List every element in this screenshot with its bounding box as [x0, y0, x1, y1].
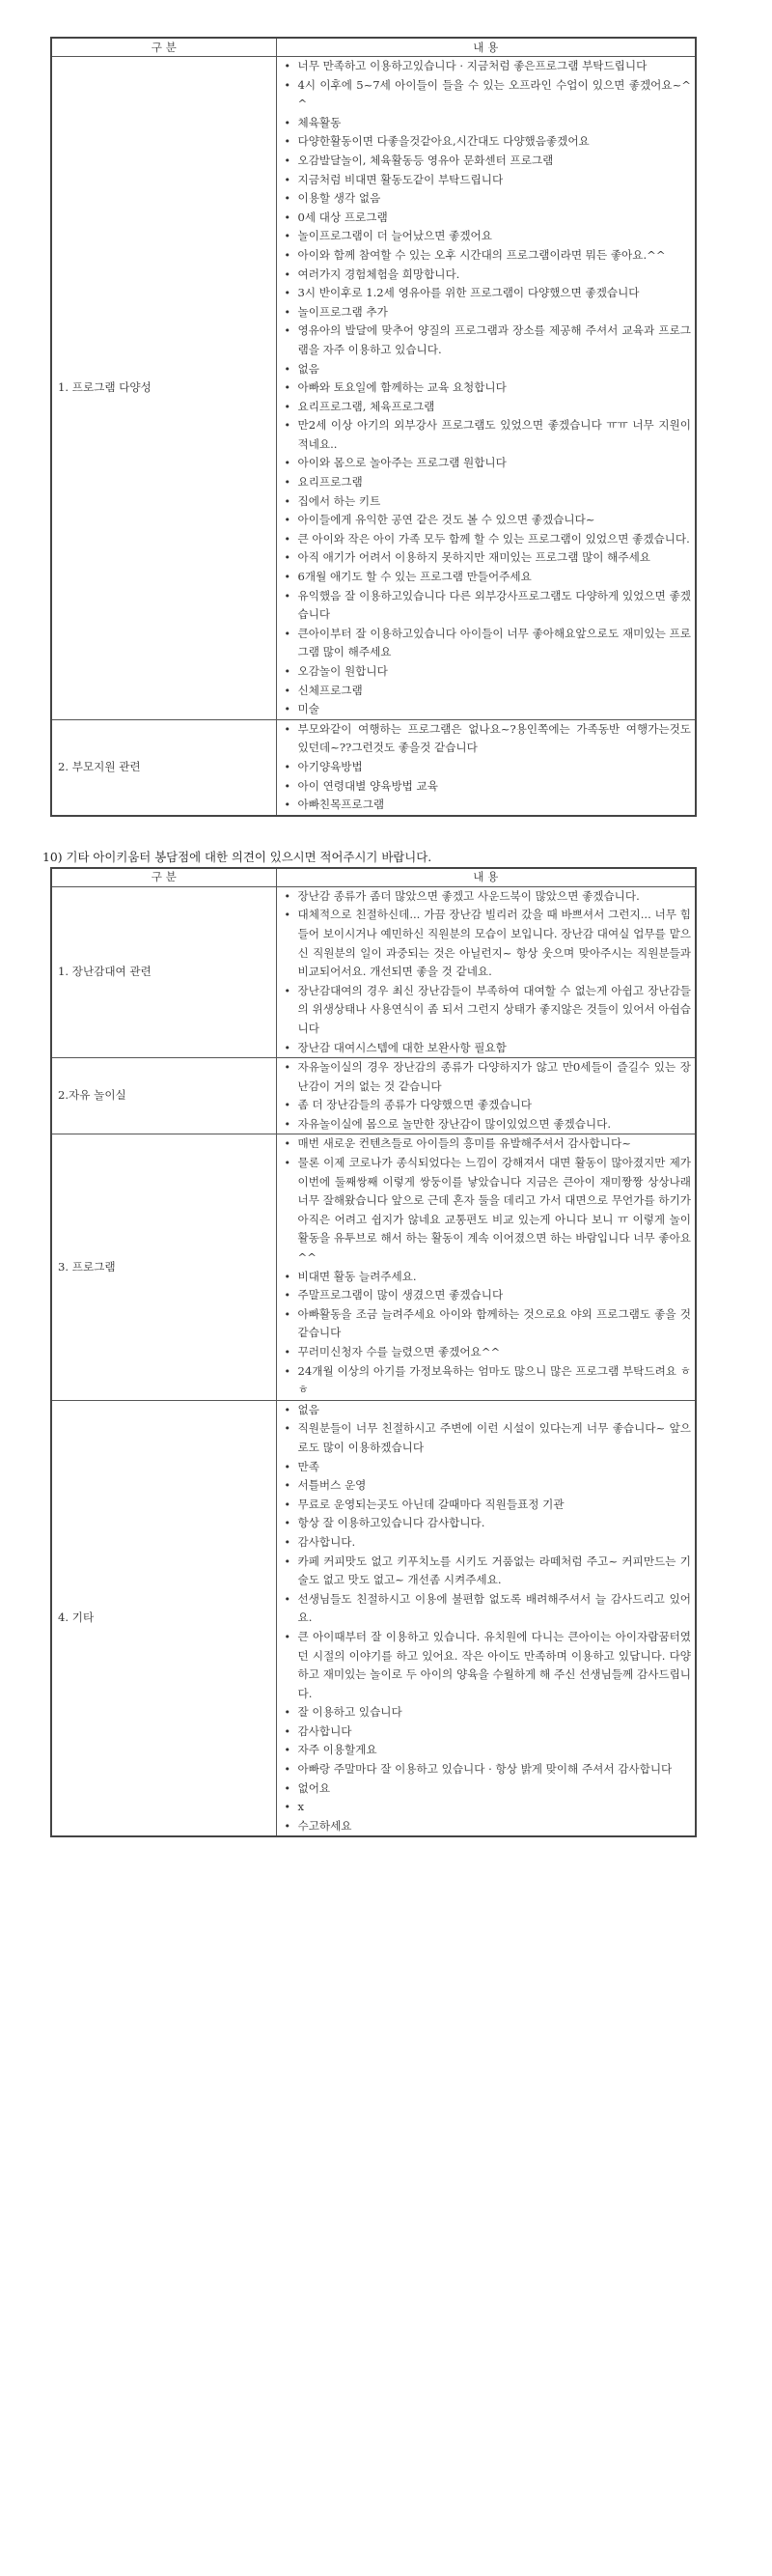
opinion-list: [283, 720, 692, 815]
list-item: • 없어요: [283, 1779, 692, 1799]
row-category: 2. 부모지원 관련: [51, 719, 276, 815]
list-item: • 아이들에게 유익한 공연 같은 것도 볼 수 있으면 좋겠습니다~: [283, 511, 692, 530]
row-content: [276, 886, 696, 1057]
table-header-row: [51, 38, 696, 57]
list-item: • 대체적으로 친절하신데... 가끔 장난감 빌리러 갔을 때 바쁘셔서 그런지... 너무 힘들어 보이시거나 예민하신 직원분의 모습이 보입니다. 장난감 대여실 업무를 맡으신 직원분의 일이 과중되는 것은 아닐런지~ 항상 웃으며 맞아주시는 직원분들과 비교되어서요. 개선되면 좋을 것 같네요.: [283, 906, 692, 981]
header-category: 구 분: [51, 868, 276, 887]
list-item: • 카페 커피맛도 없고 키푸치노를 시키도 거품없는 라떼처럼 주고~ 커피만드는 기술도 없고 맛도 없고~ 개선좀 시켜주세요.: [283, 1553, 692, 1590]
list-item: • 항상 잘 이용하고있습니다 감사합니다.: [283, 1514, 692, 1533]
list-item: • 너무 만족하고 이용하고있습니다 · 지금처럼 좋은프로그램 부탁드립니다: [283, 57, 692, 76]
list-item: • 주말프로그램이 많이 생겼으면 좋겠습니다: [283, 1286, 692, 1305]
list-item: • 놀이프로그램이 더 늘어났으면 좋겠어요: [283, 227, 692, 246]
list-item: • 직원분들이 너무 친절하시고 주변에 이런 시설이 있다는게 너무 좋습니다~ 앞으로도 많이 이용하겠습니다: [283, 1419, 692, 1457]
list-item: • 잘 이용하고 있습니다: [283, 1703, 692, 1722]
list-item: • 없음: [283, 360, 692, 379]
list-item: • 아이와 함께 참여할 수 있는 오후 시간대의 프로그램이라면 뭐든 좋아요.^^: [283, 246, 692, 266]
other-opinion-table: [50, 867, 697, 1838]
list-item: • 선생님들도 친절하시고 이용에 불편함 없도록 배려해주셔서 늘 감사드리고 있어요.: [283, 1590, 692, 1628]
list-item: • 유익했음 잘 이용하고있습니다 다른 외부강사프로그램도 다양하게 있었으면 좋겠습니다: [283, 587, 692, 625]
row-content: [276, 719, 696, 815]
row-category: 1. 프로그램 다양성: [51, 57, 276, 720]
opinion-list: [283, 887, 692, 1057]
row-content: [276, 1134, 696, 1400]
list-item: • 없음: [283, 1401, 692, 1420]
list-item: • 자주 이용할게요: [283, 1741, 692, 1760]
row-category: 3. 프로그램: [51, 1134, 276, 1400]
list-item: • 아이와 몸으로 놀아주는 프로그램 원합니다: [283, 454, 692, 473]
list-item: • 여러가지 경험체험을 희망합니다.: [283, 266, 692, 285]
list-item: • 비대면 활동 늘려주세요.: [283, 1268, 692, 1287]
opinion-list: [283, 1058, 692, 1134]
list-item: • 0세 대상 프로그램: [283, 209, 692, 228]
list-item: • 좀 더 장난감들의 종류가 다양했으면 좋겠습니다: [283, 1096, 692, 1115]
list-item: • 아빠랑 주말마다 잘 이용하고 있습니다 · 항상 밝게 맞이해 주셔서 감사합니다: [283, 1760, 692, 1779]
row-category: 4. 기타: [51, 1400, 276, 1836]
header-content: 내 용: [276, 38, 696, 57]
list-item: • 부모와같이 여행하는 프로그램은 없나요~?용인쪽에는 가족동반 여행가는것도 있던데~??그런것도 좋을것 같습니다: [283, 720, 692, 758]
list-item: • 체육활동: [283, 114, 692, 133]
list-item: • 아빠와 토요일에 함께하는 교육 요청합니다: [283, 378, 692, 398]
opinion-list: [283, 1134, 692, 1399]
header-category: 구 분: [51, 38, 276, 57]
list-item: • 큰아이부터 잘 이용하고있습니다 아이들이 너무 좋아해요앞으로도 재미있는 프로그램 많이 해주세요: [283, 625, 692, 662]
list-item: • 요리프로그램: [283, 473, 692, 492]
list-item: • 만2세 이상 아기의 외부강사 프로그램도 있었으면 좋겠습니다 ㅠㅠ 너무 지원이 적네요..: [283, 416, 692, 454]
row-category: 1. 장난감대여 관련: [51, 886, 276, 1057]
list-item: • 지금처럼 비대면 활동도같이 부탁드립니다: [283, 171, 692, 190]
list-item: • 24개월 이상의 아기를 가정보육하는 엄마도 많으니 많은 프로그램 부탁드려요 ㅎㅎ: [283, 1362, 692, 1400]
list-item: • 아빠친목프로그램: [283, 796, 692, 815]
list-item: • 수고하세요: [283, 1817, 692, 1836]
list-item: • 큰 아이때부터 잘 이용하고 있습니다. 유치원에 다니는 큰아이는 아이자람꿈터였던 시절의 이야기를 하고 있어요. 작은 아이도 만족하며 이용하고 있답니다. 다양하고 재미있는 놀이로 두 아이의 양육을 수월하게 해 주신 선생님들께 감사드립니다.: [283, 1628, 692, 1703]
list-item: • x: [283, 1798, 692, 1817]
list-item: • 오감발달놀이, 체육활동등 영유아 문화센터 프로그램: [283, 152, 692, 171]
list-item: • 6개월 애기도 할 수 있는 프로그램 만들어주세요: [283, 568, 692, 587]
list-item: • 자유놀이실에 몸으로 놀만한 장난감이 많이있었으면 좋겠습니다.: [283, 1115, 692, 1134]
list-item: • 장난감 종류가 좀더 많았으면 좋겠고 사운드북이 많았으면 좋겠습니다.: [283, 887, 692, 907]
list-item: • 만족: [283, 1458, 692, 1477]
table-row: [51, 1134, 696, 1400]
list-item: • 장난감 대여시스템에 대한 보완사항 필요함: [283, 1039, 692, 1058]
list-item: • 물론 이제 코로나가 종식되었다는 느낌이 강해져서 대면 활동이 많아졌지만 제가 이번에 둘째쌍째 이렇게 쌍둥이를 낳았습니다 지금은 큰아이 재미짱짱 상상나래 너무 잘해왔습니다 앞으로 근데 혼자 둘을 데리고 가서 대면으로 무언가를 하기가 아직은 어려고 쉽지가 않네요 교통편도 비교 있는게 아니다 보니 ㅠ 이렇게 놀이활동을 유투브로 해서 하는 활동이 계속 이어졌으면 하는 바람입니다 너무 좋아요^^: [283, 1154, 692, 1268]
table-row: [51, 886, 696, 1057]
list-item: • 아이 연령대별 양육방법 교육: [283, 777, 692, 797]
document-page: [42, 37, 695, 1837]
header-content: 내 용: [276, 868, 696, 887]
list-item: • 무료로 운영되는곳도 아닌데 갈때마다 직원들표정 기관: [283, 1496, 692, 1515]
list-item: • 매번 새로운 컨텐츠들로 아이들의 흥미를 유발해주셔서 감사합니다~: [283, 1134, 692, 1154]
table-row: [51, 1400, 696, 1836]
list-item: • 장난감대여의 경우 최신 장난감들이 부족하여 대여할 수 없는게 아쉽고 장난감들의 위생상태나 사용연식이 좀 되서 그런지 상태가 좋지않은 것들이 있어서 아쉽습니다: [283, 982, 692, 1039]
question-10-heading: 10) 기타 아이키움터 봉담점에 대한 의견이 있으시면 적어주시기 바랍니다.: [42, 849, 432, 864]
list-item: • 감사합니다.: [283, 1533, 692, 1553]
program-opinion-table: [50, 37, 697, 817]
table-row: [51, 57, 696, 720]
list-item: • 아빠활동을 조금 늘려주세요 아이와 함께하는 것으로요 야외 프로그램도 좋을 것 같습니다: [283, 1305, 692, 1343]
list-item: • 꾸러미신청자 수를 늘렸으면 좋겠어요^^: [283, 1343, 692, 1362]
row-content: [276, 1400, 696, 1836]
table-row: [51, 719, 696, 815]
list-item: • 요리프로그램, 체육프로그램: [283, 398, 692, 417]
list-item: • 자유놀이실의 경우 장난감의 종류가 다양하지가 않고 만0세들이 즐길수 있는 장난감이 거의 없는 것 같습니다: [283, 1058, 692, 1096]
list-item: • 다양한활동이면 다좋을것같아요,시간대도 다양했음좋겠어요: [283, 132, 692, 152]
list-item: • 신체프로그램: [283, 682, 692, 701]
opinion-list: [283, 57, 692, 719]
list-item: • 서틀버스 운영: [283, 1476, 692, 1496]
list-item: • 감사합니다: [283, 1722, 692, 1742]
table-row: [51, 1058, 696, 1134]
list-item: • 아기양육방법: [283, 758, 692, 777]
list-item: • 이용할 생각 없음: [283, 189, 692, 209]
list-item: • 3시 반이후로 1.2세 영유아를 위한 프로그램이 다양했으면 좋겠습니다: [283, 284, 692, 303]
list-item: • 집에서 하는 키트: [283, 492, 692, 512]
list-item: • 영유아의 발달에 맞추어 양질의 프로그램과 장소를 제공해 주셔서 교육과 프로그램을 자주 이용하고 있습니다.: [283, 322, 692, 359]
list-item: • 아직 애기가 어려서 이용하지 못하지만 재미있는 프로그램 많이 해주세요: [283, 548, 692, 568]
list-item: • 4시 이후에 5~7세 아이들이 들을 수 있는 오프라인 수업이 있으면 좋겠어요~^^: [283, 76, 692, 114]
row-content: [276, 1058, 696, 1134]
list-item: • 오감놀이 원합니다: [283, 662, 692, 682]
opinion-list: [283, 1401, 692, 1836]
table-header-row: [51, 868, 696, 887]
list-item: • 미술: [283, 700, 692, 719]
row-content: [276, 57, 696, 720]
list-item: • 놀이프로그램 추가: [283, 303, 692, 322]
list-item: • 큰 아이와 작은 아이 가족 모두 함께 할 수 있는 프로그램이 있었으면 좋겠습니다.: [283, 530, 692, 549]
row-category: 2.자유 놀이실: [51, 1058, 276, 1134]
